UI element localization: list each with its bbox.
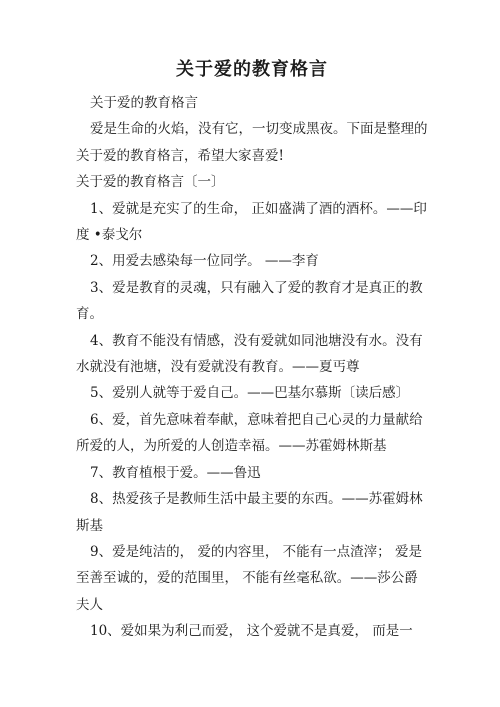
quote-3: 3、爱是教育的灵魂，只有融入了爱的教育才是真正的教育。 [76, 279, 423, 323]
quote-7: 7、教育植根于爱。——鲁迅 [90, 464, 261, 481]
subtitle-paragraph: 关于爱的教育格言 [90, 95, 198, 111]
quote-1: 1、爱就是充实了的生命， 正如盛满了酒的酒杯。——印度 •泰戈尔 [76, 200, 427, 244]
quote-2: 2、用爱去感染每一位同学。 ——李育 [90, 253, 319, 270]
quote-9: 9、爱是纯洁的， 爱的内容里， 不能有一点渣滓； 爱是至善至诚的，爱的范围里， 不能有丝毫私欲。——莎公爵夫人 [76, 543, 422, 613]
quote-5: 5、爱别人就等于爱自己。——巴基尔慕斯〔读后感〕 [90, 385, 410, 402]
section-heading: 关于爱的教育格言〔一〕 [76, 174, 225, 191]
document-page [76, 58, 428, 645]
intro-paragraph: 爱是生命的火焰，没有它，一切变成黑夜。下面是整理的关于爱的教育格言，希望大家喜爱! [76, 121, 428, 164]
quote-10: 10、爱如果为利己而爱， 这个爱就不是真爱， 而是一 [90, 623, 413, 640]
quote-6: 6、爱，首先意味着奉献，意味着把自己心灵的力量献给所爱的人，为所爱的人创造幸福。——苏霍姆林斯基 [76, 411, 423, 455]
quote-4: 4、教育不能没有情感，没有爱就如同池塘没有水。没有水就没有池塘，没有爱就没有教育。——夏丐尊 [76, 332, 423, 376]
document-title: 关于爱的教育格言 [176, 59, 328, 80]
quote-8: 8、热爱孩子是教师生活中最主要的东西。——苏霍姆林斯基 [76, 491, 423, 534]
